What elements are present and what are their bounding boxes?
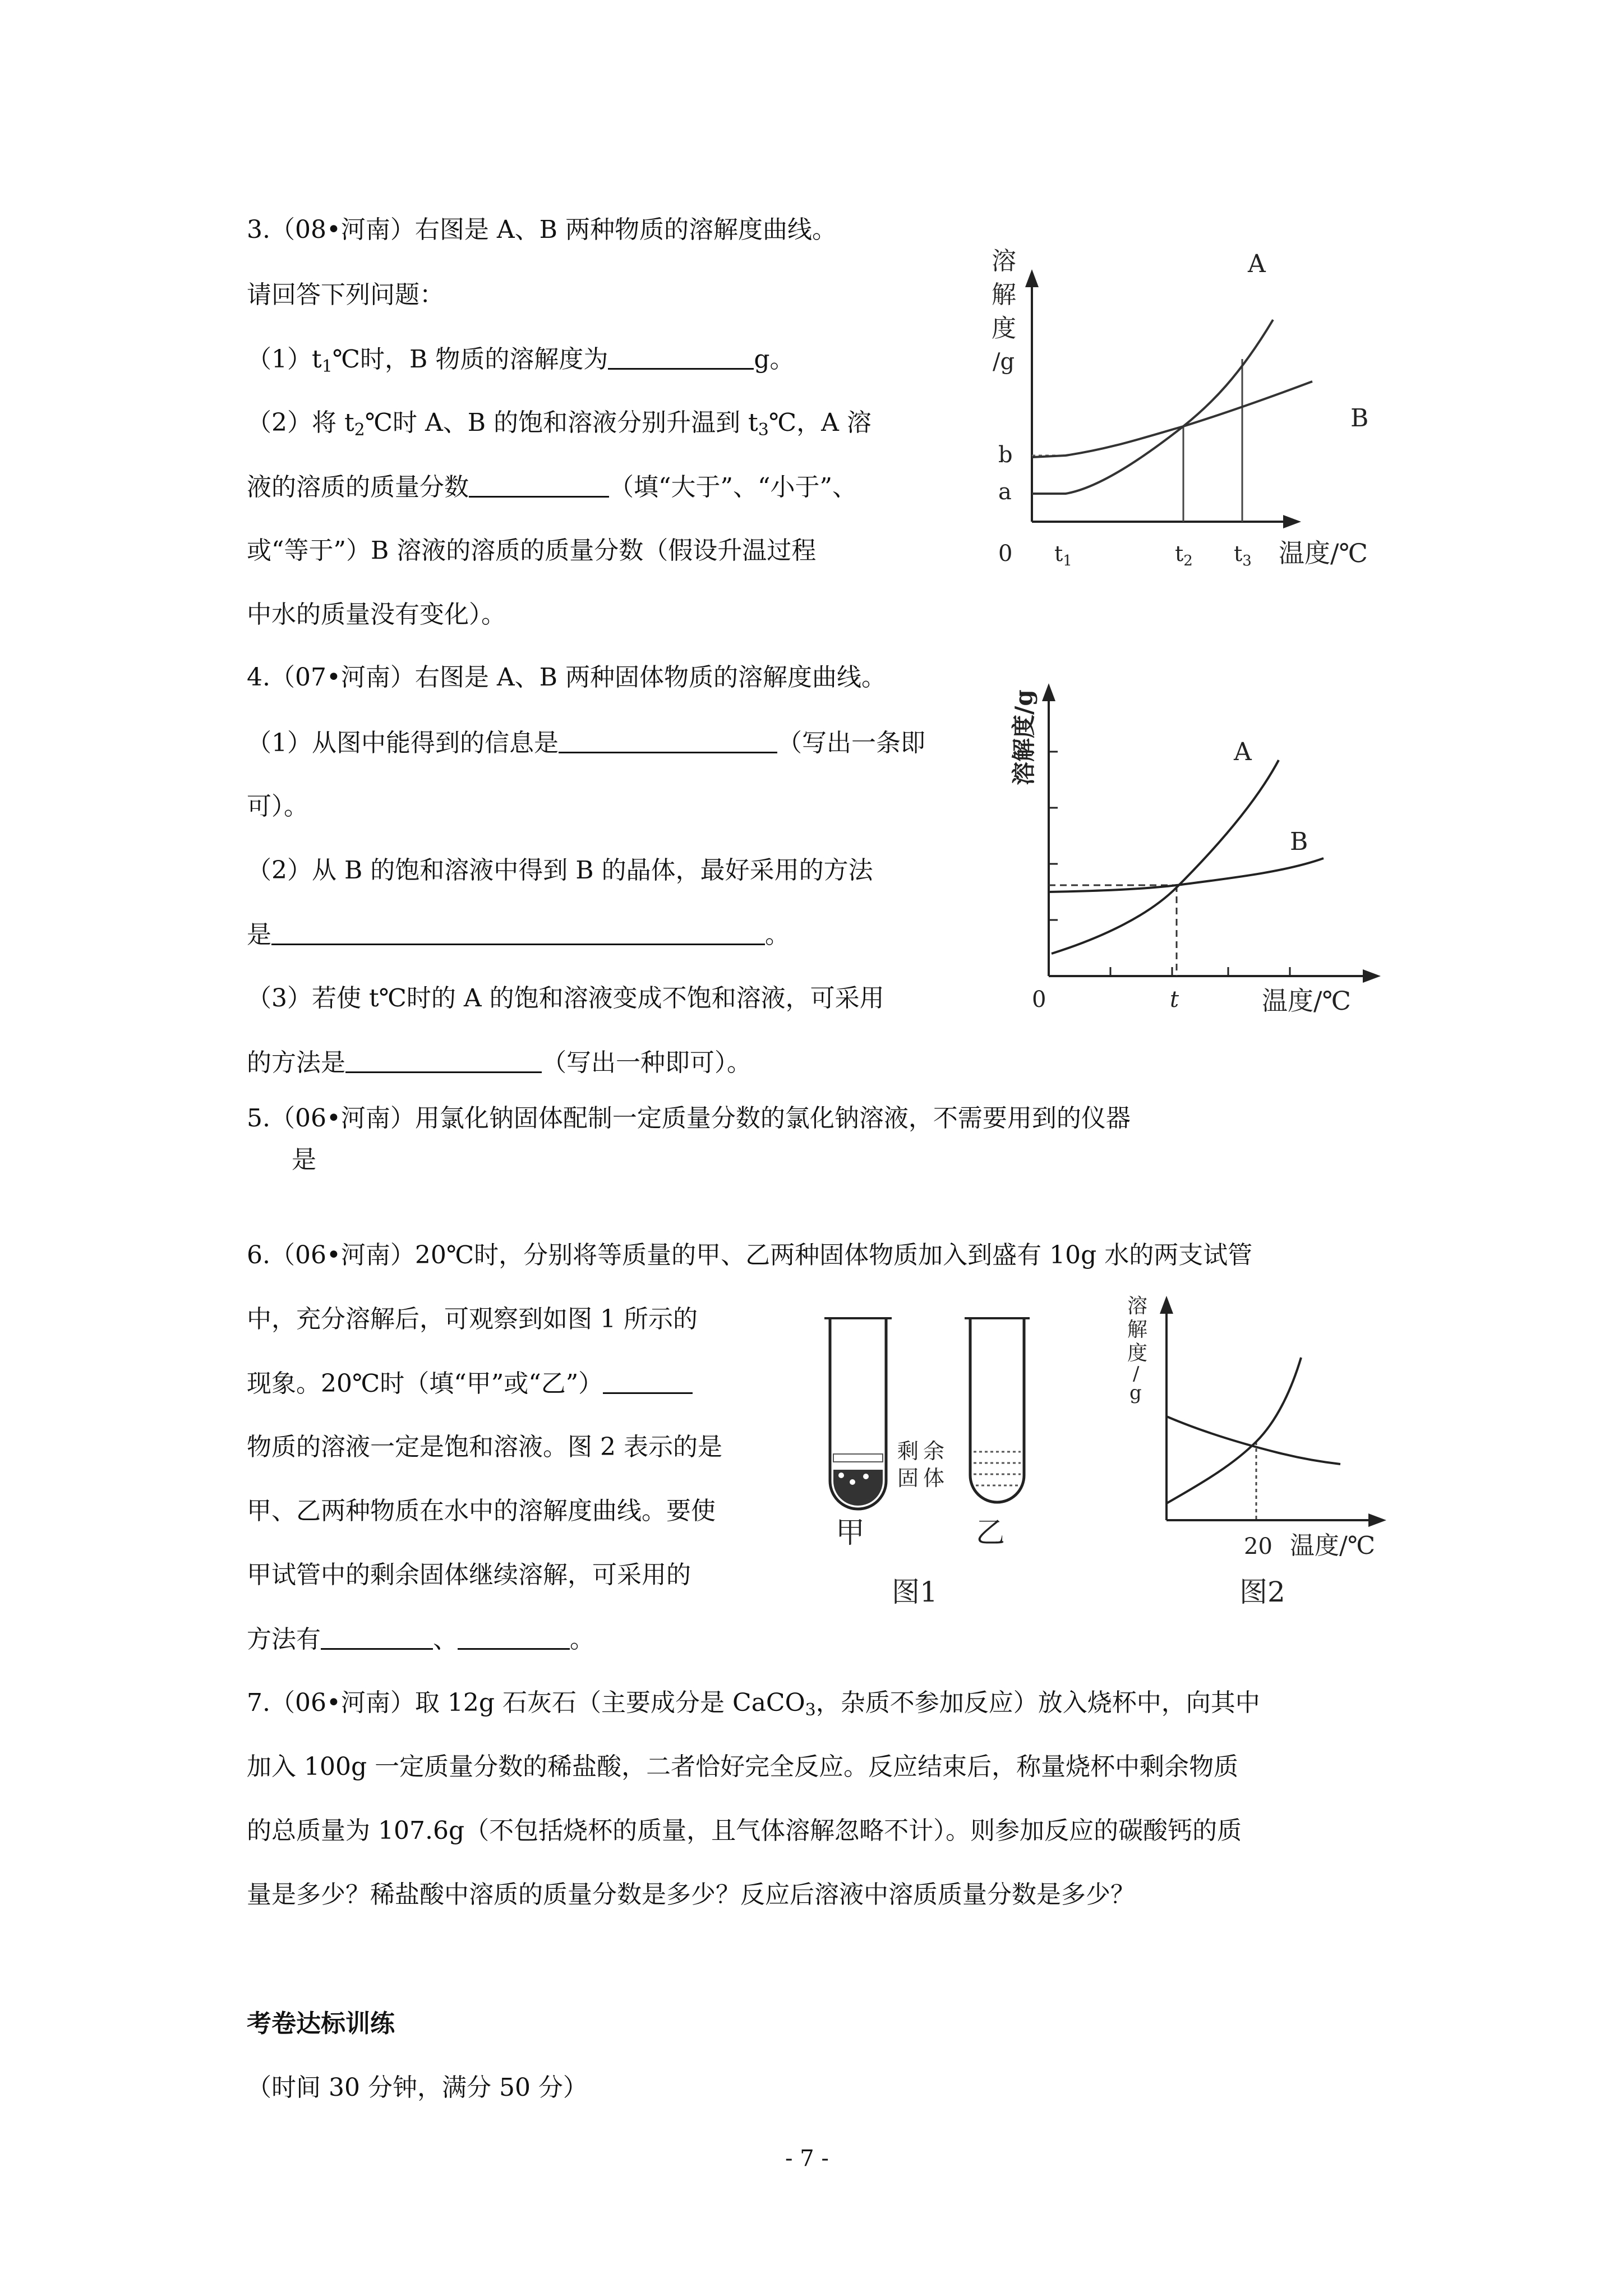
q7-line3: 的总质量为 107.6g（不包括烧杯的质量，且气体溶解忽略不计）。则参加反应的碳酸钙的质 bbox=[247, 1816, 1242, 1845]
q3-chart-ylabel-3: 度 bbox=[992, 314, 1016, 343]
q3-part2: （2）将 $t_2℃$时 A、B 的饱和溶液分别升温到 $t_3℃$，A 溶 bbox=[247, 408, 872, 440]
q6-fig1-note-1: 剩 bbox=[897, 1439, 919, 1464]
section-note: （时间 30 分钟，满分 50 分） bbox=[247, 2073, 588, 2102]
q6-line7: 方法有 、 。 bbox=[247, 1623, 594, 1655]
q4-answer-blank-3[interactable] bbox=[345, 1047, 542, 1073]
q6-fig2-ylabel-1: 溶 bbox=[1127, 1295, 1148, 1318]
q4-answer-blank-2[interactable] bbox=[271, 919, 765, 945]
q3-chart-xlabel: 温度/℃ bbox=[1279, 538, 1368, 568]
q3-line6: 中水的质量没有变化）。 bbox=[247, 600, 506, 629]
q6-answer-blank-2[interactable] bbox=[321, 1623, 433, 1650]
q3-chart-ylabel-1: 溶 bbox=[992, 247, 1016, 275]
section-title: 考卷达标训练 bbox=[247, 2009, 395, 2038]
q6-fig1-tube-left-label: 甲 bbox=[836, 1516, 865, 1550]
q4-chart-label-a: A bbox=[1234, 738, 1252, 766]
q4-chart-ylabel: 溶解度/g bbox=[1010, 689, 1038, 785]
q4-chart-xlabel: 温度/℃ bbox=[1262, 986, 1351, 1016]
q3-chart-label-a: A bbox=[1248, 250, 1266, 278]
q4-part3: （3）若使 t℃时的 A 的饱和溶液变成不饱和溶液，可采用 bbox=[247, 984, 884, 1013]
q6-fig2-tick-20: 20 bbox=[1244, 1534, 1272, 1559]
q6-line1: 6.（06•河南）20℃时，分别将等质量的甲、乙两种固体物质加入到盛有 10g 水的两支试管 bbox=[247, 1241, 1253, 1269]
q6-answer-blank-1[interactable] bbox=[603, 1368, 693, 1394]
q4-part3-cont: 的方法是 （写出一种即可）。 bbox=[247, 1047, 751, 1079]
q6-line6: 甲试管中的剩余固体继续溶解，可采用的 bbox=[247, 1561, 691, 1589]
q3-answer-blank-1[interactable] bbox=[608, 343, 754, 370]
q6-answer-blank-3[interactable] bbox=[458, 1623, 570, 1650]
q4-part1-cont: 可）。 bbox=[247, 792, 308, 821]
q4-chart-label-b: B bbox=[1290, 827, 1308, 856]
q3-line5: 或“等于”）B 溶液的溶质的质量分数（假设升温过程 bbox=[247, 536, 817, 565]
q6-line3: 现象。20℃时（填“甲”或“乙”） bbox=[247, 1368, 693, 1400]
q4-part2: （2）从 B 的饱和溶液中得到 B 的晶体，最好采用的方法 bbox=[247, 856, 873, 885]
q4-part2-cont: 是 。 bbox=[247, 919, 790, 951]
q6-fig2-ylabel-4: / bbox=[1133, 1363, 1140, 1385]
q6-fig1-caption: 图1 bbox=[892, 1576, 938, 1608]
q3-chart-tick-a: a bbox=[998, 479, 1012, 505]
q7-line2: 加入 100g 一定质量分数的稀盐酸，二者恰好完全反应。反应结束后，称量烧杯中剩余物质 bbox=[247, 1752, 1239, 1781]
q3-chart-tick-t1: $t_1$ bbox=[1054, 541, 1072, 569]
q6-fig2-ylabel-5: g bbox=[1129, 1382, 1142, 1404]
q6-fig1-tube-right-label: 乙 bbox=[976, 1516, 1006, 1550]
q6-line4: 物质的溶液一定是饱和溶液。图 2 表示的是 bbox=[247, 1433, 722, 1461]
q6-fig2-ylabel-3: 度 bbox=[1127, 1342, 1148, 1365]
q6-fig2-xlabel: 温度/℃ bbox=[1290, 1531, 1376, 1560]
q3-solubility-chart bbox=[976, 241, 1402, 578]
page-number: - 7 - bbox=[785, 2146, 829, 2171]
q4-answer-blank-1[interactable] bbox=[559, 727, 777, 753]
q4-solubility-chart bbox=[993, 668, 1408, 1027]
q3-chart-label-b: B bbox=[1350, 404, 1369, 432]
q3-chart-origin: 0 bbox=[998, 541, 1013, 567]
q3-chart-tick-t3: $t_3$ bbox=[1234, 541, 1252, 569]
q6-fig1-note-2: 余 bbox=[923, 1439, 945, 1464]
q6-fig2-caption: 图2 bbox=[1239, 1576, 1285, 1608]
q3-line2: 请回答下列问题： bbox=[247, 280, 444, 309]
q7-line1: 7.（06•河南）取 12g 石灰石（主要成分是 CaCO$_3$，杂质不参加反应）放入烧杯中，向其中 bbox=[247, 1688, 1260, 1720]
q3-chart-ylabel-2: 解 bbox=[992, 280, 1016, 309]
q4-chart-tick-t: t bbox=[1170, 987, 1179, 1013]
q6-line5: 甲、乙两种物质在水中的溶解度曲线。要使 bbox=[247, 1497, 716, 1525]
q5-line2: 是 bbox=[292, 1145, 316, 1174]
q5-line1: 5.（06•河南）用氯化钠固体配制一定质量分数的氯化钠溶液，不需要用到的仪器 bbox=[247, 1104, 1131, 1133]
q3-answer-blank-2[interactable] bbox=[469, 471, 609, 498]
q4-chart-origin: 0 bbox=[1032, 987, 1046, 1013]
q4-line1: 4.（07•河南）右图是 A、B 两种固体物质的溶解度曲线。 bbox=[247, 663, 887, 692]
q6-figure-1-test-tubes bbox=[808, 1307, 1054, 1610]
q6-fig1-note-4: 体 bbox=[923, 1466, 945, 1490]
q6-fig1-note-3: 固 bbox=[897, 1466, 919, 1490]
q6-line2: 中，充分溶解后，可观察到如图 1 所示的 bbox=[247, 1305, 698, 1333]
q3-line1: 3.（08•河南）右图是 A、B 两种物质的溶解度曲线。 bbox=[247, 215, 837, 244]
q6-figure-2-solubility-chart bbox=[1116, 1290, 1430, 1610]
q3-chart-tick-b: b bbox=[998, 442, 1013, 468]
q4-part1: （1）从图中能得到的信息是 （写出一条即 bbox=[247, 727, 925, 759]
q3-chart-tick-t2: $t_2$ bbox=[1175, 541, 1193, 569]
q7-line4: 量是多少？稀盐酸中溶质的质量分数是多少？反应后溶液中溶质质量分数是多少？ bbox=[247, 1880, 1135, 1909]
q3-chart-ylabel-4: /g bbox=[993, 349, 1015, 375]
q3-part1: $(1)t_1℃$时，B 物质的溶解度为 g。 bbox=[247, 343, 795, 383]
q3-part2-cont: 液的溶质的质量分数 （填“大于”、“小于”、 bbox=[247, 471, 857, 503]
q6-fig2-ylabel-2: 解 bbox=[1127, 1318, 1148, 1341]
